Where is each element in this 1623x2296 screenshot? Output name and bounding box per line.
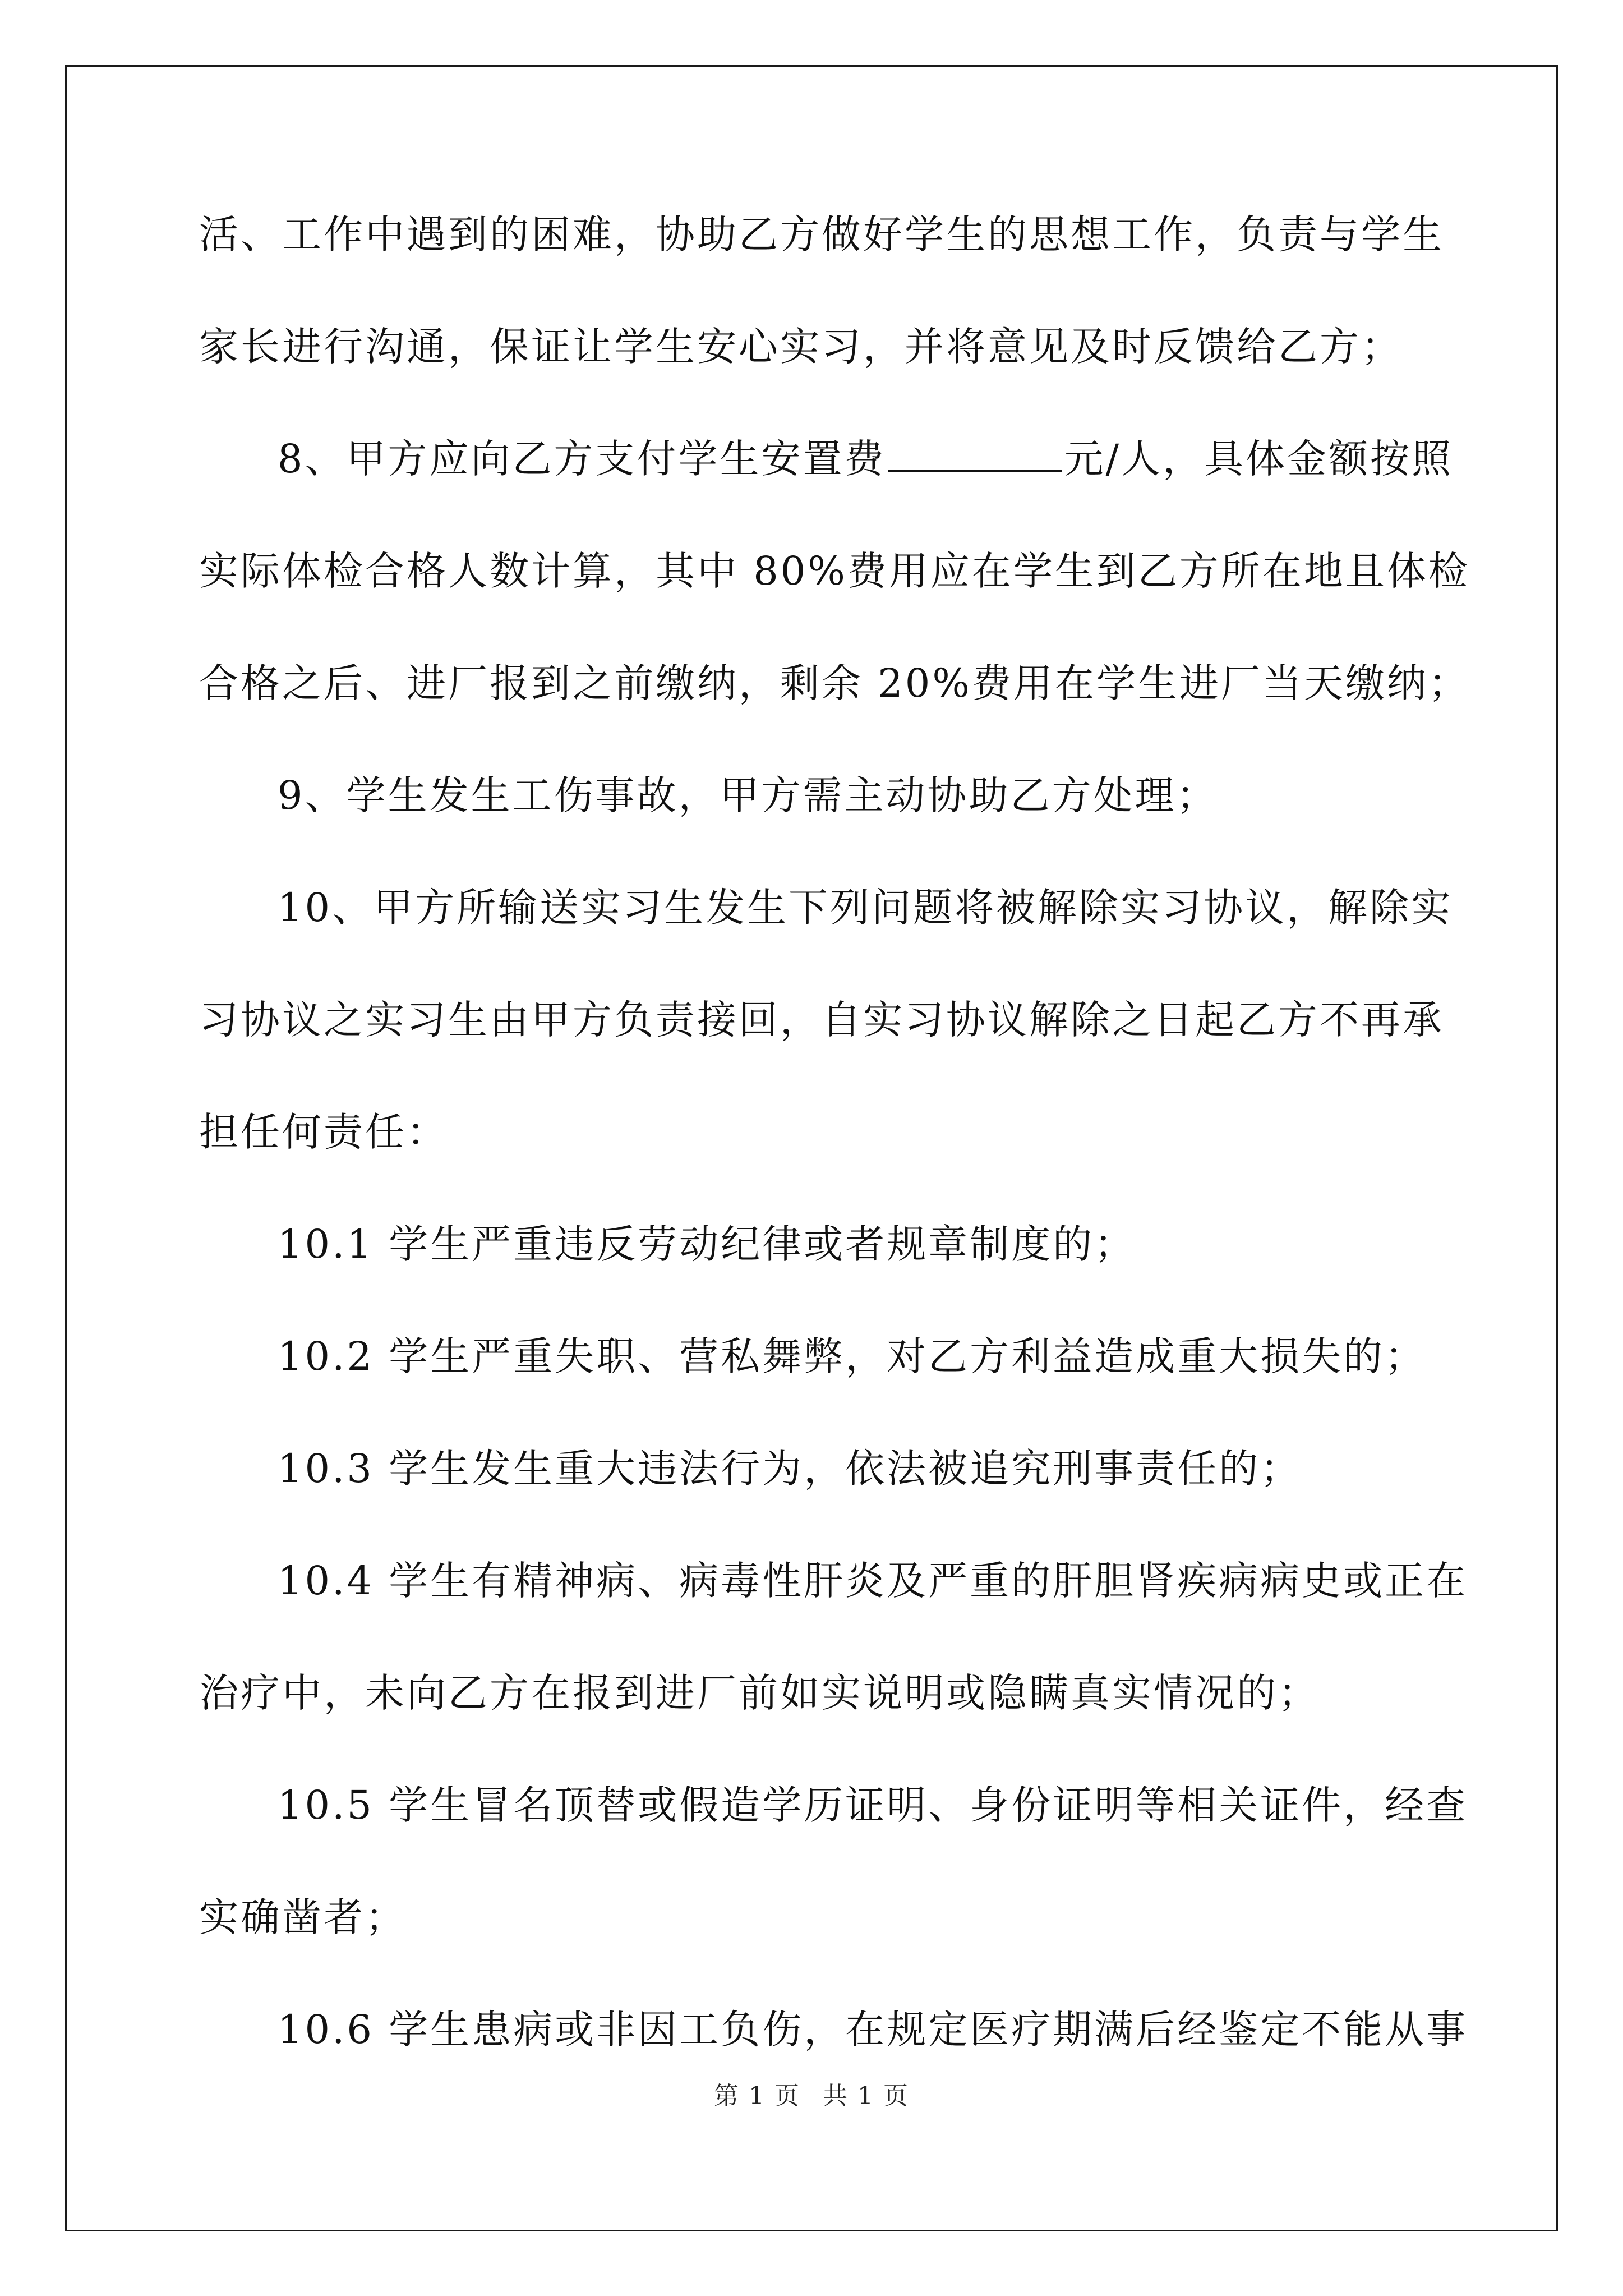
text-line-13: 10.4 学生有精神病、病毒性肝炎及严重的肝胆肾疾病病史或正在 <box>278 1558 1468 1604</box>
clause-8-part-2: 元/人，具体金额按照 <box>1064 436 1454 482</box>
text-line-12: 10.3 学生发生重大违法行为，依法被追究刑事责任的； <box>278 1446 1302 1492</box>
text-line-6: 9、学生发生工伤事故，甲方需主动协助乙方处理； <box>278 772 1218 818</box>
text-line-7: 10、甲方所输送实习生发生下列问题将被解除实习协议，解除实 <box>278 885 1453 931</box>
text-line-11: 10.2 学生严重失职、营私舞弊，对乙方利益造成重大损失的； <box>278 1333 1427 1379</box>
text-line-16: 实确凿者； <box>199 1894 407 1940</box>
fee-blank-field <box>888 439 1062 472</box>
text-line-8: 习协议之实习生由甲方负责接回，自实习协议解除之日起乙方不再承 <box>199 997 1444 1043</box>
text-line-9: 担任何责任： <box>199 1109 448 1155</box>
text-line-3 <box>278 425 1454 493</box>
text-line-2: 家长进行沟通，保证让学生安心实习，并将意见及时反馈给乙方； <box>199 324 1403 370</box>
text-line-1: 活、工作中遇到的困难，协助乙方做好学生的思想工作，负责与学生 <box>199 211 1444 257</box>
text-line-4: 实际体检合格人数计算，其中 80%费用应在学生到乙方所在地且体检 <box>199 548 1470 594</box>
text-line-5: 合格之后、进厂报到之前缴纳，剩余 20%费用在学生进厂当天缴纳； <box>199 660 1470 706</box>
text-line-15: 10.5 学生冒名顶替或假造学历证明、身份证明等相关证件，经查 <box>278 1782 1468 1828</box>
text-line-14: 治疗中，未向乙方在报到进厂前如实说明或隐瞒真实情况的； <box>199 1670 1320 1716</box>
page-number: 第 1 页 <box>714 2082 800 2110</box>
page-total: 共 1 页 <box>823 2082 909 2110</box>
clause-8-part-1: 8、甲方应向乙方支付学生安置费 <box>278 436 886 482</box>
page-footer <box>0 2076 1623 2111</box>
text-line-17: 10.6 学生患病或非因工负伤，在规定医疗期满后经鉴定不能从事 <box>278 2007 1468 2053</box>
text-line-10: 10.1 学生严重违反劳动纪律或者规章制度的； <box>278 1221 1136 1267</box>
